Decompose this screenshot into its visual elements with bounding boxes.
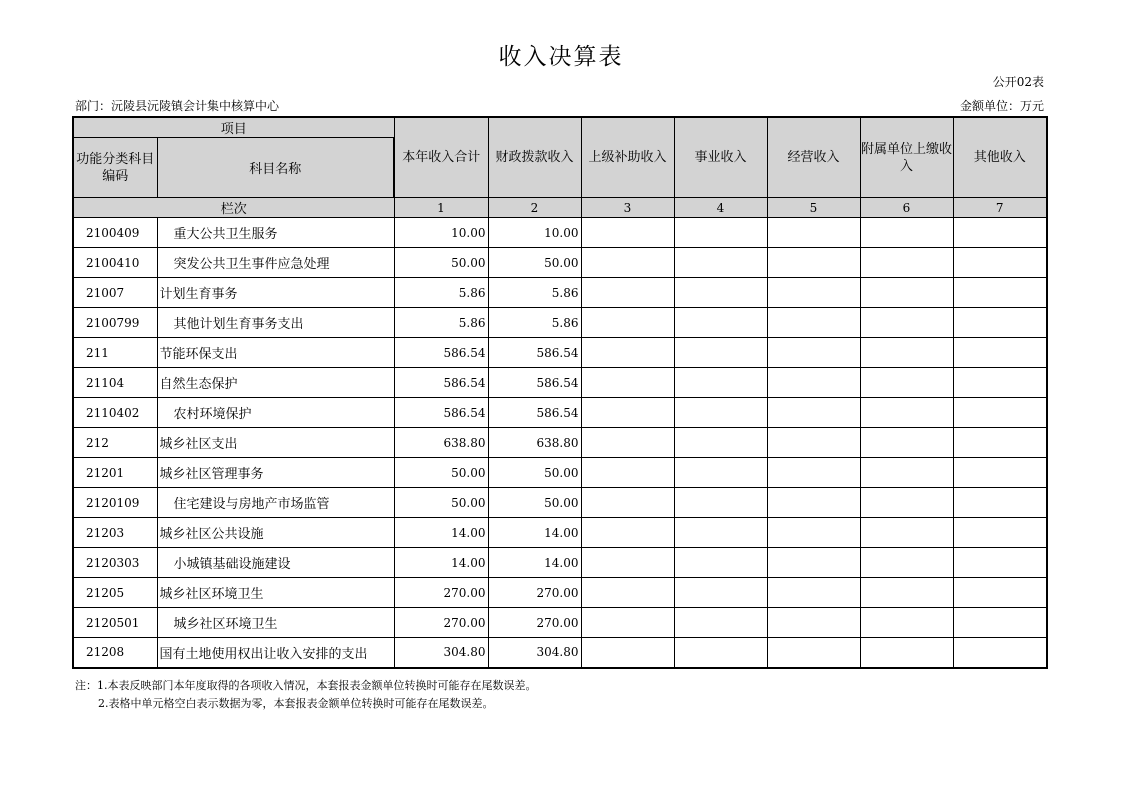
cell-affiliated [860,248,953,278]
cell-affiliated [860,278,953,308]
header-other-income: 其他收入 [953,117,1047,198]
cell-fiscal: 50.00 [488,458,581,488]
cell-subject-name: 其他计划生育事务支出 [157,308,394,338]
cell-business [674,578,767,608]
cell-total: 10.00 [394,218,488,248]
cell-subject-name: 城乡社区管理事务 [157,458,394,488]
cell-fiscal: 5.86 [488,308,581,338]
cell-function-code: 21203 [73,518,157,548]
cell-operating [767,638,860,668]
cell-affiliated [860,458,953,488]
cell-operating [767,488,860,518]
cell-other [953,248,1047,278]
cell-total: 5.86 [394,278,488,308]
column-index-2: 2 [488,198,581,218]
cell-upper [581,398,674,428]
cell-business [674,218,767,248]
cell-upper [581,578,674,608]
cell-affiliated [860,398,953,428]
cell-affiliated [860,548,953,578]
table-row [73,368,1047,398]
cell-function-code: 2120303 [73,548,157,578]
cell-fiscal: 14.00 [488,518,581,548]
cell-business [674,608,767,638]
cell-total: 50.00 [394,458,488,488]
cell-total: 50.00 [394,248,488,278]
cell-total: 304.80 [394,638,488,668]
cell-fiscal: 10.00 [488,218,581,248]
cell-total: 270.00 [394,608,488,638]
column-index-3: 3 [581,198,674,218]
cell-total: 586.54 [394,338,488,368]
header-column-index: 栏次 [73,198,394,218]
amount-unit-label: 金额单位：万元 [959,99,1044,113]
cell-operating [767,368,860,398]
cell-other [953,398,1047,428]
cell-upper [581,308,674,338]
cell-fiscal: 586.54 [488,368,581,398]
cell-affiliated [860,608,953,638]
cell-operating [767,548,860,578]
department-label: 部门：沅陵县沅陵镇会计集中核算中心 [75,99,280,113]
cell-other [953,368,1047,398]
table-row [73,518,1047,548]
cell-fiscal: 304.80 [488,638,581,668]
cell-other [953,278,1047,308]
cell-business [674,518,767,548]
cell-total: 270.00 [394,578,488,608]
table-row [73,638,1047,668]
cell-function-code: 21104 [73,368,157,398]
cell-subject-name: 农村环境保护 [157,398,394,428]
column-index-7: 7 [953,198,1047,218]
cell-business [674,248,767,278]
cell-business [674,638,767,668]
cell-affiliated [860,338,953,368]
cell-affiliated [860,488,953,518]
cell-operating [767,578,860,608]
column-index-6: 6 [860,198,953,218]
cell-business [674,488,767,518]
table-row [73,428,1047,458]
cell-other [953,428,1047,458]
header-upper-subsidy: 上级补助收入 [581,117,674,198]
cell-other [953,608,1047,638]
cell-fiscal: 50.00 [488,488,581,518]
cell-subject-name: 城乡社区支出 [157,428,394,458]
header-item: 项目 [73,117,394,138]
cell-function-code: 2120109 [73,488,157,518]
cell-fiscal: 14.00 [488,548,581,578]
header-function-code: 功能分类科目编码 [73,138,157,198]
table-row [73,218,1047,248]
cell-function-code: 21208 [73,638,157,668]
table-row [73,338,1047,368]
cell-upper [581,218,674,248]
cell-fiscal: 270.00 [488,578,581,608]
cell-affiliated [860,578,953,608]
cell-affiliated [860,518,953,548]
cell-affiliated [860,218,953,248]
cell-operating [767,458,860,488]
cell-function-code: 2100409 [73,218,157,248]
cell-business [674,368,767,398]
table-row [73,398,1047,428]
cell-operating [767,218,860,248]
cell-operating [767,518,860,548]
cell-function-code: 211 [73,338,157,368]
cell-fiscal: 5.86 [488,278,581,308]
cell-upper [581,278,674,308]
cell-subject-name: 节能环保支出 [157,338,394,368]
cell-other [953,458,1047,488]
header-subject-name: 科目名称 [157,138,394,198]
table-row [73,248,1047,278]
cell-subject-name: 小城镇基础设施建设 [157,548,394,578]
header-business-income: 事业收入 [674,117,767,198]
cell-business [674,548,767,578]
cell-upper [581,368,674,398]
cell-function-code: 21007 [73,278,157,308]
cell-subject-name: 自然生态保护 [157,368,394,398]
cell-total: 14.00 [394,518,488,548]
table-row [73,458,1047,488]
header-affiliated-income: 附属单位上缴收入 [860,117,953,198]
cell-total: 50.00 [394,488,488,518]
cell-upper [581,518,674,548]
cell-total: 5.86 [394,308,488,338]
cell-function-code: 212 [73,428,157,458]
cell-affiliated [860,428,953,458]
notes [75,677,537,713]
cell-other [953,488,1047,518]
cell-other [953,518,1047,548]
cell-subject-name: 计划生育事务 [157,278,394,308]
cell-business [674,278,767,308]
table-row [73,308,1047,338]
table-row [73,278,1047,308]
cell-affiliated [860,308,953,338]
cell-function-code: 2100410 [73,248,157,278]
cell-upper [581,608,674,638]
cell-subject-name: 城乡社区环境卫生 [157,578,394,608]
cell-fiscal: 586.54 [488,338,581,368]
cell-other [953,308,1047,338]
header-total-income: 本年收入合计 [394,117,488,198]
income-final-accounts-table [72,116,1048,669]
form-number: 公开02表 [992,75,1044,89]
cell-function-code: 2100799 [73,308,157,338]
cell-total: 586.54 [394,398,488,428]
cell-affiliated [860,638,953,668]
cell-operating [767,398,860,428]
cell-other [953,638,1047,668]
cell-other [953,578,1047,608]
cell-business [674,458,767,488]
cell-subject-name: 突发公共卫生事件应急处理 [157,248,394,278]
cell-function-code: 2120501 [73,608,157,638]
cell-other [953,548,1047,578]
cell-operating [767,308,860,338]
cell-business [674,398,767,428]
table-row [73,488,1047,518]
cell-business [674,308,767,338]
column-index-1: 1 [394,198,488,218]
header-fiscal-appropriation: 财政拨款收入 [488,117,581,198]
cell-operating [767,278,860,308]
cell-business [674,338,767,368]
cell-function-code: 21205 [73,578,157,608]
note-1: 注：1.本表反映部门本年度取得的各项收入情况，本套报表金额单位转换时可能存在尾数误差。 [75,679,537,692]
cell-fiscal: 50.00 [488,248,581,278]
cell-other [953,218,1047,248]
cell-function-code: 2110402 [73,398,157,428]
cell-operating [767,428,860,458]
cell-upper [581,458,674,488]
cell-total: 14.00 [394,548,488,578]
cell-upper [581,488,674,518]
cell-subject-name: 住宅建设与房地产市场监管 [157,488,394,518]
cell-fiscal: 638.80 [488,428,581,458]
table-row [73,548,1047,578]
cell-other [953,338,1047,368]
table-row [73,608,1047,638]
cell-upper [581,428,674,458]
cell-business [674,428,767,458]
column-index-5: 5 [767,198,860,218]
cell-upper [581,248,674,278]
table-row [73,578,1047,608]
cell-operating [767,608,860,638]
cell-fiscal: 270.00 [488,608,581,638]
cell-subject-name: 国有土地使用权出让收入安排的支出 [157,638,394,668]
header-operating-income: 经营收入 [767,117,860,198]
cell-total: 586.54 [394,368,488,398]
cell-operating [767,338,860,368]
cell-upper [581,548,674,578]
cell-affiliated [860,368,953,398]
cell-upper [581,638,674,668]
cell-total: 638.80 [394,428,488,458]
note-2: 2.表格中单元格空白表示数据为零，本套报表金额单位转换时可能存在尾数误差。 [98,697,494,710]
cell-subject-name: 城乡社区环境卫生 [157,608,394,638]
cell-upper [581,338,674,368]
cell-function-code: 21201 [73,458,157,488]
cell-operating [767,248,860,278]
cell-subject-name: 重大公共卫生服务 [157,218,394,248]
cell-subject-name: 城乡社区公共设施 [157,518,394,548]
cell-fiscal: 586.54 [488,398,581,428]
column-index-4: 4 [674,198,767,218]
page-title: 收入决算表 [498,44,624,70]
